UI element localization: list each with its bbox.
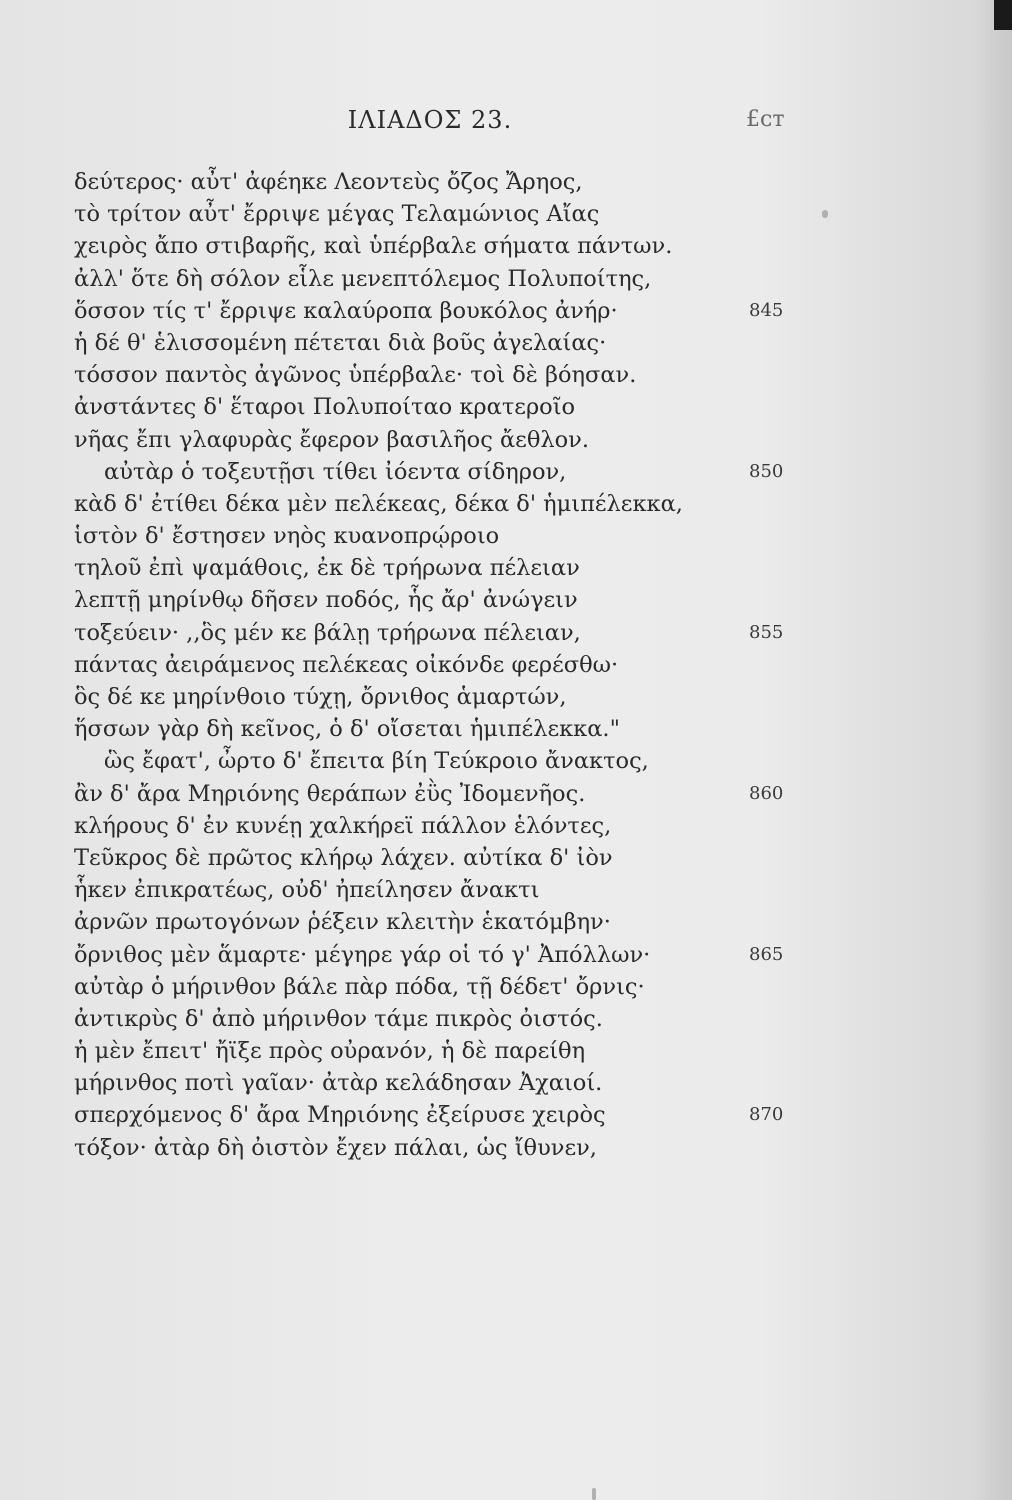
verse-text: ἀντικρὺς δ' ἀπὸ μήρινθον τάμε πικρὸς ὀιστός. (74, 1005, 603, 1032)
verse-line (74, 617, 894, 649)
page-number: £ᴄᴛ (746, 107, 785, 132)
verse-text: λεπτῇ μηρίνθῳ δῆσεν ποδός, ἧς ἄρ' ἀνώγειν (74, 587, 578, 614)
verse-line (74, 520, 894, 552)
verse-line (74, 874, 894, 906)
verse-text: δεύτερος· αὖτ' ἀφέηκε Λεοντεὺς ὄζος Ἄρηος, (74, 169, 583, 195)
verse-text: ὅσσον τίς τ' ἔρριψε καλαύροπα βουκόλος ἀνήρ· (74, 297, 618, 324)
verse-text: ὃς δέ κε μηρίνθοιο τύχῃ, ὄρνιθος ἁμαρτών, (74, 684, 567, 710)
verse-text: χειρὸς ἄπο στιβαρῆς, καὶ ὑπέρβαλε σήματα πάντων. (74, 233, 673, 260)
verse-text: κὰδ δ' ἐτίθει δέκα μὲν πελέκεας, δέκα δ' ἡμιπέλεκκα, (74, 490, 683, 517)
verse-line (74, 552, 894, 584)
verse-line (74, 584, 894, 616)
page-edge-mark (994, 0, 1012, 30)
verse-text: τὸ τρίτον αὖτ' ἔρριψε μέγας Τελαμώνιος Αἴας (74, 201, 600, 228)
verse-text: νῆας ἔπι γλαφυρὰς ἔφερον βασιλῆος ἄεθλον. (74, 426, 589, 453)
verse-line (74, 198, 894, 230)
verse-line (74, 1067, 894, 1099)
verse-line (74, 1132, 894, 1164)
verse-line (74, 842, 894, 874)
verse-text: πάντας ἀειράμενος πελέκεας οἰκόνδε φερέσθω· (74, 651, 619, 678)
verse-line (74, 810, 894, 842)
verse-text: τηλοῦ ἐπὶ ψαμάθοις, ἐκ δὲ τρήρωνα πέλειαν (74, 555, 580, 582)
line-number: 870 (749, 1104, 784, 1126)
verse-text: ἂν δ' ἄρα Μηριόνης θεράπων ἐῢς Ἰδομενῆος. (74, 780, 586, 807)
verse-line (74, 166, 894, 198)
verse-line (74, 649, 894, 681)
verse-line (74, 391, 894, 423)
verse-text: ἀλλ' ὅτε δὴ σόλον εἷλε μενεπτόλεμος Πολυποίτης, (74, 265, 652, 292)
verse-line (74, 971, 894, 1003)
verse-text: κλήρους δ' ἐν κυνέῃ χαλκήρεϊ πάλλον ἑλόντες, (74, 812, 612, 839)
verse-line (74, 295, 894, 327)
verse-text: ὣς ἔφατ', ὦρτο δ' ἔπειτα βίη Τεύκροιο ἄνακτος, (104, 748, 649, 775)
verse-text: ἡ μὲν ἔπειτ' ἤϊξε πρὸς οὐρανόν, ἡ δὲ παρείθη (74, 1038, 586, 1065)
page-header (0, 100, 1012, 140)
verse-text-block (74, 166, 894, 1164)
verse-text: τόσσον παντὸς ἀγῶνος ὑπέρβαλε· τοὶ δὲ βόησαν. (74, 362, 637, 389)
verse-line (74, 745, 894, 777)
line-number: 860 (749, 782, 784, 804)
verse-text: ἡ δέ θ' ἑλισσομένη πέτεται διὰ βοῦς ἀγελαίας· (74, 329, 607, 356)
verse-text: ἥσσων γὰρ δὴ κεῖνος, ὁ δ' οἴσεται ἡμιπέλεκκα." (74, 716, 620, 743)
verse-text: τοξεύειν· ,,ὃς μέν κε βάλῃ τρήρωνα πέλειαν, (74, 619, 581, 646)
verse-line (74, 1035, 894, 1067)
verse-line (74, 1003, 894, 1035)
line-number: 850 (749, 460, 784, 482)
verse-text: τόξον· ἀτὰρ δὴ ὀιστὸν ἔχεν πάλαι, ὡς ἴθυνεν, (74, 1134, 597, 1161)
verse-text: ἱστὸν δ' ἔστησεν νηὸς κυανοπρῴροιο (74, 523, 500, 550)
verse-line (74, 778, 894, 810)
paper-speck (592, 1488, 596, 1500)
verse-text: μήρινθος ποτὶ γαῖαν· ἀτὰρ κελάδησαν Ἀχαιοί. (74, 1070, 603, 1097)
verse-line (74, 230, 894, 262)
line-number: 855 (749, 621, 784, 643)
verse-text: ἀνστάντες δ' ἕταροι Πολυποίταο κρατεροῖο (74, 394, 576, 421)
verse-text: ὄρνιθος μὲν ἅμαρτε· μέγηρε γάρ οἱ τό γ' Ἀπόλλων· (74, 941, 651, 968)
verse-line (74, 488, 894, 520)
verse-line (74, 906, 894, 938)
verse-line (74, 1099, 894, 1131)
verse-text: ἀρνῶν πρωτογόνων ῥέξειν κλειτὴν ἑκατόμβην· (74, 909, 611, 936)
verse-line (74, 456, 894, 488)
verse-text: αὐτὰρ ὁ μήρινθον βάλε πὰρ πόδα, τῇ δέδετ' ὄρνις· (74, 973, 645, 1000)
verse-text: σπερχόμενος δ' ἄρα Μηριόνης ἐξείρυσε χειρὸς (74, 1102, 606, 1129)
verse-text: αὐτὰρ ὁ τοξευτῇσι τίθει ἰόεντα σίδηρον, (104, 458, 567, 485)
verse-line (74, 424, 894, 456)
running-title: ΙΛΙΑΔΟΣ 23. (347, 106, 513, 134)
verse-line (74, 327, 894, 359)
verse-line (74, 359, 894, 391)
verse-line (74, 263, 894, 295)
line-number: 845 (749, 299, 784, 321)
line-number: 865 (749, 943, 784, 965)
verse-line (74, 713, 894, 745)
verse-text: Τεῦκρος δὲ πρῶτος κλήρῳ λάχεν. αὐτίκα δ' ἰὸν (74, 844, 613, 871)
verse-line (74, 939, 894, 971)
verse-text: ἧκεν ἐπικρατέως, οὐδ' ἠπείλησεν ἄνακτι (74, 877, 540, 904)
verse-line (74, 681, 894, 713)
